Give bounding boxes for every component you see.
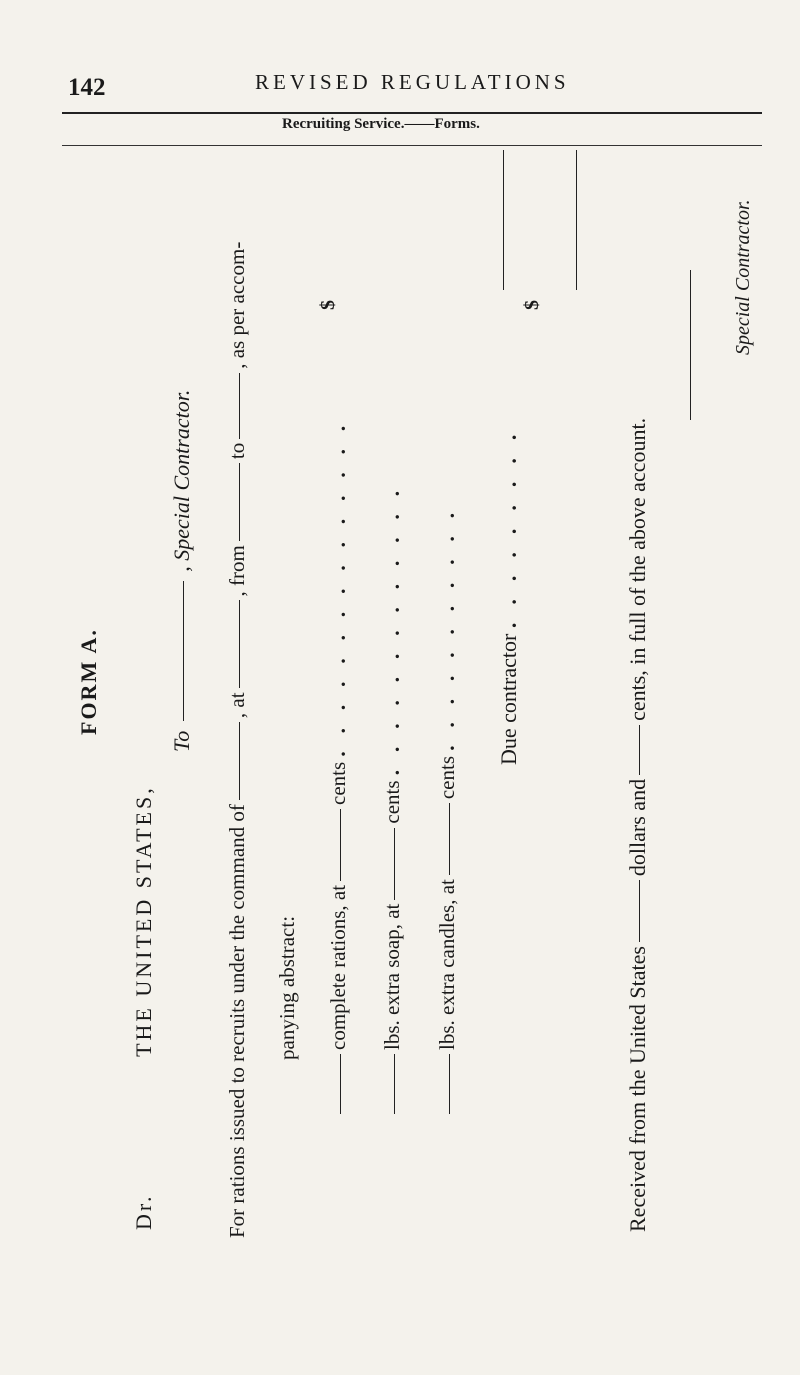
leader-dots-1: ............... [326,407,350,757]
running-header: REVISED REGULATIONS [255,70,570,94]
item-complete-rations [328,408,349,1118]
amount-column-line-1 [503,150,504,290]
dollar-sign-2 [522,300,542,310]
due-line [498,417,520,765]
to-label: To [169,730,194,752]
signature-text: Special Contractor. [732,199,754,355]
item1-label: complete rations, at [326,884,350,1050]
rations-line-2 [277,916,298,1060]
dollar-1-text: $ [317,300,339,310]
soap-qty-blank[interactable] [394,1054,395,1114]
item1-unit: cents [326,761,350,805]
item3-unit: cents [435,755,459,800]
subheader: Recruiting Service.——Forms. [282,116,480,132]
item2-label: lbs. extra soap, at [380,903,404,1050]
payer-line [133,785,155,1230]
abstract-text: panying abstract: [275,915,299,1060]
to-date-blank[interactable] [239,373,240,439]
signature-label [733,199,753,355]
dollar-sign-1 [318,300,338,310]
rations-line-1 [227,242,248,1238]
signature-line [690,270,691,420]
candles-rate-blank[interactable] [449,803,450,875]
rations-text: For rations issued to recruits under the command of [225,804,249,1238]
leader-dots-3: ........... [435,494,459,751]
due-label: Due contractor [496,633,521,765]
receipt-text: Received from the United States [625,946,650,1232]
debit-label: Dr. [131,1193,156,1230]
from-text: , from [225,545,249,597]
dollars-and-text: dollars and [625,778,650,877]
command-blank[interactable] [239,722,240,800]
to-line [171,390,193,752]
payer-name: THE UNITED STATES, [131,785,156,1057]
amount-column-line-2 [576,150,577,290]
dollar-2-text: $ [521,300,543,310]
from-date-blank[interactable] [239,463,240,541]
full-account-text: cents, in full of the above account. [625,417,650,721]
item-extra-candles [437,495,458,1118]
soap-rate-blank[interactable] [394,828,395,900]
page-number: 142 [68,74,106,101]
receipt-line [627,418,649,1232]
rations-rate-blank[interactable] [340,809,341,881]
subheader-rule [62,145,762,146]
form-title [78,628,100,735]
item-extra-soap [382,473,403,1118]
rations-qty-blank[interactable] [340,1054,341,1114]
contractor-role: , Special Contractor. [169,389,194,572]
to-text: to [225,442,249,460]
leader-dots-2: ............. [380,472,404,776]
place-blank[interactable] [239,600,240,688]
form-title-text: FORM A. [76,628,101,735]
accompanying-text: , as per accom- [225,241,249,369]
contractor-name-blank[interactable] [183,581,184,721]
leader-dots-4: ......... [496,416,521,629]
dollars-blank[interactable] [639,880,640,942]
header-rule [62,112,762,114]
candles-qty-blank[interactable] [449,1054,450,1114]
at-text: , at [225,692,249,719]
cents-blank[interactable] [639,725,640,775]
item2-unit: cents [380,780,404,824]
item3-label: lbs. extra candles, at [435,879,459,1050]
